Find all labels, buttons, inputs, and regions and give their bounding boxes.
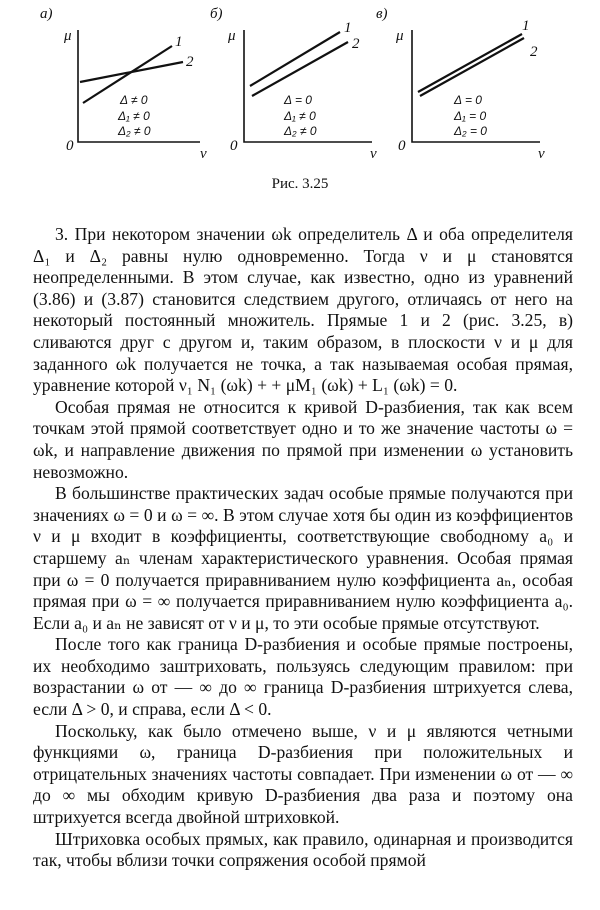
panel-c-origin: 0 — [398, 138, 406, 154]
paragraph-4: После того как граница D-разбиения и особые прямые построены, их необходимо заштриховать, пользуясь следующим правилом: при возрастании ω от — ∞ до ∞ граница D-разбиения штрихуется слева, если Δ > 0, и справа, если Δ < 0. — [33, 634, 573, 720]
panel-b-letter: б) — [210, 6, 223, 22]
panel-c-line-1-label: 1 — [522, 18, 530, 34]
panel-a-letter: а) — [40, 6, 53, 22]
panel-a-axis-y: μ — [64, 28, 72, 44]
panel-b-line-2-label: 2 — [352, 36, 360, 52]
panel-a-line-1-label: 1 — [175, 34, 183, 50]
figure-3-25 — [0, 0, 600, 200]
panel-b-line-1 — [250, 32, 340, 86]
figure-caption: Рис. 3.25 — [271, 176, 329, 192]
panel-b-axis-x: ν — [370, 146, 377, 162]
panel-a-axis-x: ν — [200, 146, 207, 162]
panel-b-axis-y: μ — [228, 28, 236, 44]
panel-c-line-2 — [420, 38, 524, 96]
panel-c-line-1 — [418, 34, 522, 92]
panel-b-origin: 0 — [230, 138, 238, 154]
panel-a-cond-1: Δ ≠ 0 — [120, 93, 148, 107]
paragraph-3: В большинстве практических задач особые прямые получаются при значениях ω = 0 и ω = ∞. В этом случае хотя бы один из коэффициентов ν и μ входит в коэффициенты, соответствующие свободному a₀ и старшему aₙ членам характеристического уравнения. Особая прямая при ω = 0 получается приравниванием нулю коэффициента aₙ, особая прямая при ω = ∞ получается приравниванием нулю коэффициента a₀. Если a₀ и aₙ не зависят от ν и μ, то эти особые прямые отсутствуют. — [33, 483, 573, 633]
panel-a-origin: 0 — [66, 138, 74, 154]
panel-b-line-2 — [252, 42, 348, 96]
paragraph-2: Особая прямая не относится к кривой D-разбиения, так как всем точкам этой прямой соответствует одно и то же значение частоты ω = ωk, и направление движения по прямой при изменении ω установить невозможно. — [33, 396, 573, 482]
panel-b — [210, 6, 377, 162]
panel-b-cond-1: Δ = 0 — [284, 93, 312, 107]
panel-c-axis-x: ν — [538, 146, 545, 162]
panel-c-letter: в) — [376, 6, 388, 22]
paragraph-1: 3. При некотором значении ωk определитель Δ и оба определителя Δ₁ и Δ₂ равны нулю одновременно. Тогда ν и μ становятся неопределенными. В этом случае, как известно, одно из уравнений (3.86) и (3.87) становится следствием другого, отличаясь от него на некоторый постоянный множитель. Прямые 1 и 2 (рис. 3.25, в) сливаются друг с другом и, таким образом, в плоскости ν и μ для заданного ωk получается не точка, а так называемая особая прямая, уравнение которой ν₁ N₁ (ωk) + + μM₁ (ωk) + L₁ (ωk) = 0. — [33, 224, 573, 396]
panel-a-line-2-label: 2 — [186, 54, 194, 70]
panel-c-cond-3: Δ₂ = 0 — [454, 124, 487, 138]
panel-c-cond-1: Δ = 0 — [454, 93, 482, 107]
panel-b-cond-2: Δ₁ ≠ 0 — [284, 109, 316, 123]
panel-c-cond-2: Δ₁ = 0 — [454, 109, 487, 123]
panel-c-line-2-label: 2 — [530, 44, 538, 60]
panel-a-line-2 — [80, 62, 183, 82]
panel-c — [376, 6, 545, 162]
panel-a-cond-3: Δ₂ ≠ 0 — [118, 124, 151, 138]
panel-a — [40, 6, 207, 162]
panel-a-cond-2: Δ₁ ≠ 0 — [118, 109, 150, 123]
body-text — [33, 224, 573, 872]
paragraph-6: Штриховка особых прямых, как правило, одинарная и производится так, чтобы вблизи точки сопряжения особой прямой — [33, 828, 573, 871]
panel-c-axis-y: μ — [396, 28, 404, 44]
panel-b-cond-3: Δ₂ ≠ 0 — [284, 124, 317, 138]
figure-svg — [0, 0, 600, 200]
paragraph-5: Поскольку, как было отмечено выше, ν и μ являются четными функциями ω, граница D-разбиения при положительных и отрицательных значениях частоты совпадает. При изменении ω от — ∞ до ∞ мы обходим кривую D-разбиения два раза и поэтому она штрихуется всегда двойной штриховкой. — [33, 720, 573, 828]
panel-b-line-1-label: 1 — [344, 20, 352, 36]
